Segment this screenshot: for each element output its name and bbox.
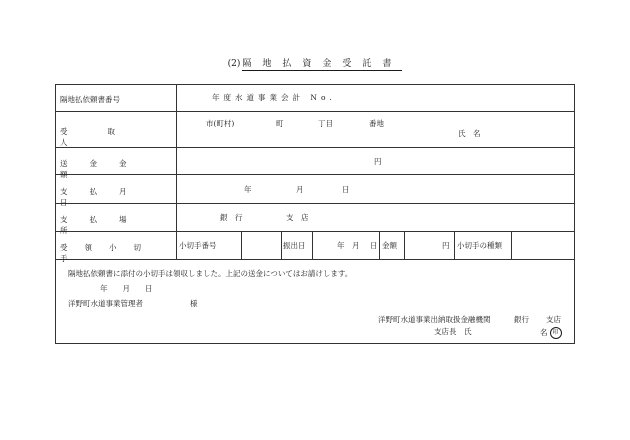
label-recipient: 受取人 [60, 127, 155, 147]
check-number-label: 小切手番号 [179, 241, 217, 250]
recipient-chome: 丁目 [318, 119, 333, 128]
check-type-label: 小切手の種類 [457, 241, 502, 250]
check-cell-divider [281, 231, 282, 259]
recipient-banchi: 番地 [369, 119, 384, 128]
addressee-sama: 様 [190, 299, 198, 308]
pay-place-bank: 銀 行 [220, 213, 243, 222]
label-pay-date: 支払月日 [60, 187, 149, 207]
addressee: 洋野町水道事業管理者 [68, 299, 143, 308]
request-no-content: 年度水道事業会計 No. [212, 93, 336, 102]
check-issue-year-month: 年 月 [337, 241, 360, 250]
check-cell-divider [379, 231, 380, 259]
check-issue-date-label: 振出日 [283, 241, 306, 250]
pay-date-day: 日 [342, 185, 350, 194]
receipt-text: 隔地払依頼書に添付の小切手は領収しました。上記の送金についてはお請けします。 [68, 269, 353, 278]
amount-unit: 円 [374, 157, 382, 166]
label-column-divider [176, 85, 177, 259]
recipient-name-label: 氏 名 [458, 129, 481, 138]
check-cell-divider [312, 231, 313, 259]
branch-manager-label: 支店長 氏 [434, 327, 472, 336]
check-amount-label: 金額 [382, 241, 397, 250]
check-cell-divider [241, 231, 242, 259]
label-amount: 送金金額 [60, 159, 149, 179]
recipient-town: 町 [276, 119, 284, 128]
form-table [55, 84, 575, 344]
label-check: 受領小切手 [60, 243, 158, 263]
document-title [0, 56, 630, 71]
check-yen: 円 [442, 241, 450, 250]
label-pay-place: 支払場所 [60, 215, 149, 235]
agency-bank: 銀行 [514, 315, 529, 324]
pay-date-month: 月 [296, 185, 304, 194]
seal-stamp-icon: 印 [550, 327, 562, 339]
title-text: 隔地払資金受託書 [242, 56, 402, 71]
check-cell-divider [404, 231, 405, 259]
agency-branch: 支店 [546, 315, 561, 324]
check-issue-day: 日 [370, 241, 378, 250]
recipient-city: 市(町村) [206, 119, 235, 128]
signature-name-label: 名 印 [540, 327, 562, 339]
pay-place-branch: 支 店 [286, 213, 309, 222]
check-cell-divider [454, 231, 455, 259]
check-cell-divider [511, 231, 512, 259]
receipt-date: 年 月 日 [100, 284, 153, 293]
row-divider [56, 111, 574, 112]
label-request-no: 隔地払依頼書番号 [60, 95, 120, 104]
title-number: (2) [227, 59, 241, 69]
agency-name: 洋野町水道事業出納取扱金融機関 [378, 315, 491, 324]
pay-date-year: 年 [244, 185, 252, 194]
